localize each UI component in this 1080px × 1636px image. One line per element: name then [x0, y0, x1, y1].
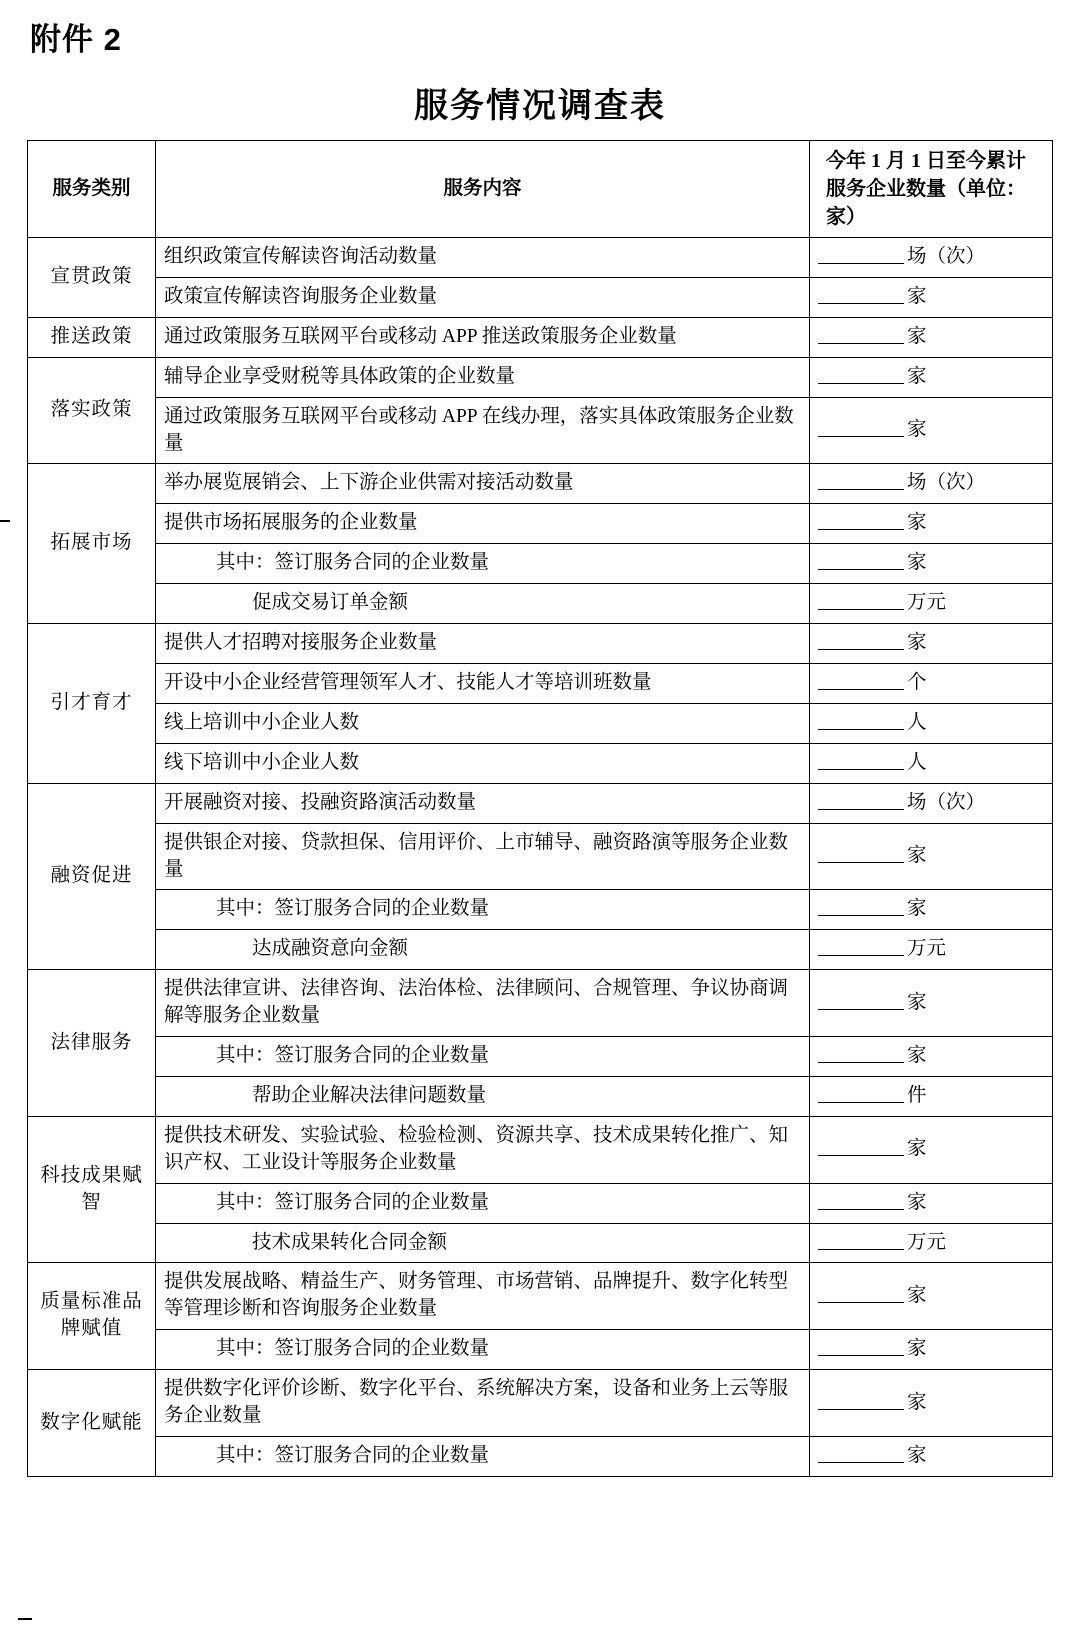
table-header-row — [28, 141, 1053, 238]
count-blank-line[interactable] — [818, 1390, 904, 1410]
table-row — [28, 1437, 1053, 1477]
table-row — [28, 703, 1053, 743]
category-cell: 数字化赋能 — [28, 1370, 156, 1477]
count-unit-label: 家 — [907, 1191, 927, 1213]
count-blank-line[interactable] — [818, 1230, 904, 1250]
count-unit-label: 场（次） — [907, 472, 986, 494]
service-content-cell: 线下培训中小企业人数 — [156, 743, 810, 783]
count-unit-label: 家 — [907, 1138, 927, 1160]
count-input-cell[interactable] — [810, 624, 1053, 664]
table-row — [28, 970, 1053, 1037]
category-cell: 落实政策 — [28, 357, 156, 464]
count-blank-line[interactable] — [818, 418, 904, 438]
count-input-cell[interactable] — [810, 783, 1053, 823]
table-row — [28, 357, 1053, 397]
table-row — [28, 1263, 1053, 1330]
count-unit-label: 家 — [907, 1045, 927, 1067]
count-unit-label: 人 — [907, 751, 927, 773]
service-content-cell: 提供数字化评价诊断、数字化平台、系统解决方案，设备和业务上云等服务企业数量 — [156, 1370, 810, 1437]
service-content-cell: 达成融资意向金额 — [156, 930, 810, 970]
service-content-cell: 举办展览展销会、上下游企业供需对接活动数量 — [156, 464, 810, 504]
count-input-cell[interactable] — [810, 317, 1053, 357]
count-input-cell[interactable] — [810, 743, 1053, 783]
table-row — [28, 238, 1053, 278]
count-blank-line[interactable] — [818, 284, 904, 304]
count-input-cell[interactable] — [810, 238, 1053, 278]
count-blank-line[interactable] — [818, 551, 904, 571]
table-row — [28, 624, 1053, 664]
count-unit-label: 家 — [907, 1391, 927, 1413]
table-row — [28, 1370, 1053, 1437]
category-cell: 拓展市场 — [28, 464, 156, 624]
table-row — [28, 783, 1053, 823]
category-cell: 宣贯政策 — [28, 238, 156, 318]
count-input-cell[interactable] — [810, 544, 1053, 584]
count-input-cell[interactable] — [810, 1116, 1053, 1183]
count-unit-label: 家 — [907, 632, 927, 654]
count-unit-label: 家 — [907, 898, 927, 920]
category-cell: 科技成果赋智 — [28, 1116, 156, 1263]
count-unit-label: 家 — [907, 365, 927, 387]
table-row — [28, 1076, 1053, 1116]
table-row — [28, 544, 1053, 584]
service-content-cell: 提供市场拓展服务的企业数量 — [156, 504, 810, 544]
bottom-margin-tick — [18, 1618, 32, 1620]
count-unit-label: 家 — [907, 1445, 927, 1466]
table-row — [28, 1183, 1053, 1223]
count-unit-label: 万元 — [907, 938, 947, 960]
count-blank-line[interactable] — [818, 710, 904, 730]
table-row — [28, 823, 1053, 890]
table-row — [28, 317, 1053, 357]
count-unit-label: 家 — [907, 845, 927, 867]
service-content-cell: 其中：签订服务合同的企业数量 — [156, 1183, 810, 1223]
service-content-cell: 通过政策服务互联网平台或移动 APP 推送政策服务企业数量 — [156, 317, 810, 357]
count-blank-line[interactable] — [818, 1337, 904, 1357]
count-blank-line[interactable] — [818, 1283, 904, 1303]
count-unit-label: 家 — [907, 285, 927, 307]
service-content-cell: 政策宣传解读咨询服务企业数量 — [156, 277, 810, 317]
service-content-cell: 线上培训中小企业人数 — [156, 703, 810, 743]
table-row — [28, 1223, 1053, 1263]
category-cell: 推送政策 — [28, 317, 156, 357]
service-content-cell: 其中：签订服务合同的企业数量 — [156, 890, 810, 930]
service-content-cell: 提供法律宣讲、法律咨询、法治体检、法律顾问、合规管理、争议协商调解等服务企业数量 — [156, 970, 810, 1037]
count-input-cell[interactable] — [810, 1183, 1053, 1223]
category-cell: 质量标准品牌赋值 — [28, 1263, 156, 1370]
service-content-cell: 辅导企业享受财税等具体政策的企业数量 — [156, 357, 810, 397]
count-input-cell[interactable] — [810, 277, 1053, 317]
count-input-cell[interactable] — [810, 1076, 1053, 1116]
count-input-cell[interactable] — [810, 970, 1053, 1037]
count-blank-line[interactable] — [818, 1083, 904, 1103]
count-blank-line[interactable] — [818, 897, 904, 917]
count-unit-label: 万元 — [907, 592, 947, 614]
count-unit-label: 个 — [907, 671, 927, 693]
attachment-label: 附件 2 — [30, 22, 122, 57]
count-blank-line[interactable] — [818, 670, 904, 690]
count-blank-line[interactable] — [818, 364, 904, 384]
count-input-cell[interactable] — [810, 1330, 1053, 1370]
count-input-cell[interactable] — [810, 397, 1053, 464]
count-blank-line[interactable] — [818, 1137, 904, 1157]
service-content-cell: 开设中小企业经营管理领军人才、技能人才等培训班数量 — [156, 663, 810, 703]
count-blank-line[interactable] — [818, 1044, 904, 1064]
count-unit-label: 家 — [907, 325, 927, 347]
service-content-cell: 提供银企对接、贷款担保、信用评价、上市辅导、融资路演等服务企业数量 — [156, 823, 810, 890]
table-row — [28, 743, 1053, 783]
count-input-cell[interactable] — [810, 930, 1053, 970]
service-content-cell: 其中：签订服务合同的企业数量 — [156, 544, 810, 584]
count-input-cell[interactable] — [810, 823, 1053, 890]
count-input-cell[interactable] — [810, 504, 1053, 544]
service-content-cell: 其中：签订服务合同的企业数量 — [156, 1330, 810, 1370]
service-content-cell: 组织政策宣传解读咨询活动数量 — [156, 238, 810, 278]
service-content-cell: 提供技术研发、实验试验、检验检测、资源共享、技术成果转化推广、知识产权、工业设计等服务企业数量 — [156, 1116, 810, 1183]
service-content-cell: 提供发展战略、精益生产、财务管理、市场营销、品牌提升、数字化转型等管理诊断和咨询服务企业数量 — [156, 1263, 810, 1330]
count-blank-line[interactable] — [818, 324, 904, 344]
count-unit-label: 件 — [907, 1084, 927, 1106]
category-cell: 融资促进 — [28, 783, 156, 970]
count-unit-label: 家 — [907, 552, 927, 574]
survey-table-wrap — [27, 140, 1052, 1477]
count-input-cell[interactable] — [810, 584, 1053, 624]
table-row — [28, 584, 1053, 624]
count-blank-line[interactable] — [818, 750, 904, 770]
service-content-cell: 通过政策服务互联网平台或移动 APP 在线办理，落实具体政策服务企业数量 — [156, 397, 810, 464]
category-cell: 法律服务 — [28, 970, 156, 1117]
count-blank-line[interactable] — [818, 471, 904, 491]
table-row — [28, 930, 1053, 970]
count-input-cell[interactable] — [810, 1037, 1053, 1077]
header-category: 服务类别 — [28, 141, 156, 238]
count-blank-line[interactable] — [818, 1443, 904, 1463]
count-unit-label: 人 — [907, 711, 927, 733]
count-blank-line[interactable] — [818, 591, 904, 611]
service-content-cell: 帮助企业解决法律问题数量 — [156, 1076, 810, 1116]
service-content-cell: 开展融资对接、投融资路演活动数量 — [156, 783, 810, 823]
count-blank-line[interactable] — [818, 790, 904, 810]
service-content-cell: 其中：签订服务合同的企业数量 — [156, 1437, 810, 1477]
count-unit-label: 家 — [907, 991, 927, 1013]
count-unit-label: 家 — [907, 1284, 927, 1306]
count-blank-line[interactable] — [818, 844, 904, 864]
count-blank-line[interactable] — [818, 511, 904, 531]
count-input-cell[interactable] — [810, 663, 1053, 703]
table-row — [28, 504, 1053, 544]
count-input-cell[interactable] — [810, 1370, 1053, 1437]
count-input-cell[interactable] — [810, 1263, 1053, 1330]
count-blank-line[interactable] — [818, 631, 904, 651]
table-row — [28, 277, 1053, 317]
table-row — [28, 1330, 1053, 1370]
table-row — [28, 890, 1053, 930]
table-row — [28, 464, 1053, 504]
count-unit-label: 家 — [907, 512, 927, 534]
count-unit-label: 家 — [907, 1338, 927, 1360]
count-input-cell[interactable] — [810, 357, 1053, 397]
table-row — [28, 397, 1053, 464]
table-row — [28, 1037, 1053, 1077]
service-content-cell: 提供人才招聘对接服务企业数量 — [156, 624, 810, 664]
count-blank-line[interactable] — [818, 244, 904, 264]
count-unit-label: 场（次） — [907, 246, 986, 267]
count-input-cell[interactable] — [810, 1223, 1053, 1263]
count-blank-line[interactable] — [818, 1190, 904, 1210]
count-unit-label: 场（次） — [907, 791, 986, 813]
count-input-cell[interactable] — [810, 1437, 1053, 1477]
service-content-cell: 促成交易订单金额 — [156, 584, 810, 624]
header-count: 今年 1 月 1 日至今累计服务企业数量（单位：家） — [810, 141, 1053, 238]
count-blank-line[interactable] — [818, 990, 904, 1010]
table-row — [28, 1116, 1053, 1183]
table-row — [28, 663, 1053, 703]
count-unit-label: 万元 — [907, 1231, 947, 1253]
count-input-cell[interactable] — [810, 890, 1053, 930]
survey-table — [27, 140, 1053, 1477]
count-input-cell[interactable] — [810, 464, 1053, 504]
service-content-cell: 其中：签订服务合同的企业数量 — [156, 1037, 810, 1077]
page-title: 服务情况调查表 — [414, 87, 666, 125]
count-input-cell[interactable] — [810, 703, 1053, 743]
count-unit-label: 家 — [907, 419, 927, 441]
left-margin-tick — [0, 520, 10, 522]
category-cell: 引才育才 — [28, 624, 156, 784]
count-blank-line[interactable] — [818, 937, 904, 957]
header-content: 服务内容 — [156, 141, 810, 238]
service-content-cell: 技术成果转化合同金额 — [156, 1223, 810, 1263]
